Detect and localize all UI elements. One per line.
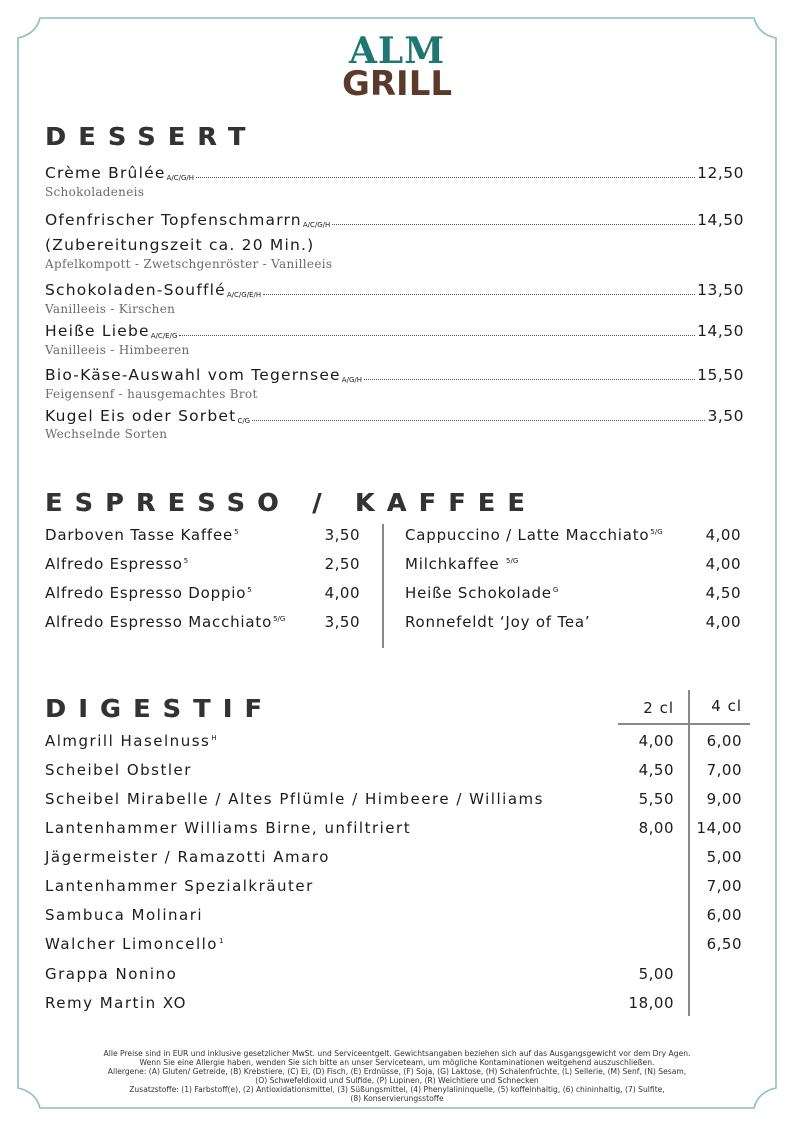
item-name: Darboven Tasse Kaffee <box>45 526 234 544</box>
dessert-item-topfenschmarrn <box>45 211 744 229</box>
dessert-item-kaese-auswahl <box>45 366 744 384</box>
allergen-codes: A/G/H <box>341 376 362 384</box>
additive-codes: 5/G <box>273 615 286 623</box>
additive-codes: 5/G <box>506 557 519 565</box>
price-4cl: 7,00 <box>706 877 742 895</box>
price-4cl: 6,00 <box>706 906 742 924</box>
digestif-item <box>45 906 203 924</box>
section-title-digestif: DIGESTIF <box>45 694 275 723</box>
allergen-codes: A/C/G/H <box>166 174 195 182</box>
dessert-item-heisse-liebe <box>45 322 744 340</box>
item-name: Ronnefeldt ‘Joy of Tea’ <box>405 613 591 631</box>
item-name: Heiße Liebe <box>45 322 150 340</box>
item-price: 4,00 <box>705 555 741 573</box>
footer-line: Allergene: (A) Gluten/ Getreide, (B) Krebstiere, (C) Ei, (D) Fisch, (E) Erdnüsse, (F) Soja, (G) Laktose, (H) Schalenfrüchte, (L) Sellerie, (M) Senf, (N) Sesam, <box>107 1067 687 1076</box>
additive-codes: G <box>552 586 559 594</box>
dessert-item-souffle <box>45 281 744 299</box>
allergen-codes: A/C/E/G <box>150 332 178 340</box>
item-price: 3,50 <box>324 526 360 544</box>
section-title-coffee: ESPRESSO / KAFFEE <box>45 488 537 517</box>
header-rule <box>618 723 750 725</box>
column-divider <box>382 524 384 648</box>
item-price: 15,50 <box>697 366 744 384</box>
footer-line: (8) Konservierungsstoffe <box>350 1094 444 1103</box>
price-4cl: 9,00 <box>706 790 742 808</box>
coffee-item-right <box>405 526 663 544</box>
dot-leader <box>179 335 695 336</box>
item-price: 4,00 <box>324 584 360 602</box>
item-price: 4,00 <box>705 526 741 544</box>
item-description: Wechselnde Sorten <box>45 427 168 441</box>
price-4cl: 6,50 <box>706 935 742 953</box>
item-note: (Zubereitungszeit ca. 20 Min.) <box>45 236 315 254</box>
item-name: Alfredo Espresso Macchiato <box>45 613 273 631</box>
item-description: Schokoladeneis <box>45 185 145 199</box>
section-title-dessert: DESSERT <box>45 122 258 151</box>
item-price: 13,50 <box>697 281 744 299</box>
footer-line: Wenn Sie eine Allergie haben, wenden Sie sich bitte an unser Serviceteam, um mögliche Kontaminationen weitgehend auszuschließen. <box>139 1058 655 1067</box>
item-description: Vanilleeis - Kirschen <box>45 302 176 316</box>
item-price: 12,50 <box>697 164 744 182</box>
item-name: Almgrill Haselnuss <box>45 732 211 750</box>
digestif-item <box>45 994 187 1012</box>
allergen-codes: A/C/G/H <box>302 221 331 229</box>
item-name: Sambuca Molinari <box>45 906 204 924</box>
dot-leader <box>332 224 695 225</box>
additive-codes: 5/G <box>650 528 663 536</box>
footer-line: Alle Preise sind in EUR und inklusive gesetzlicher MwSt. und Serviceentgelt. Gewichtsangaben beziehen sich auf das Ausgangsgewicht vor dem Dry Agen. <box>103 1049 691 1058</box>
item-name: Alfredo Espresso Doppio <box>45 584 247 602</box>
brand-logo-grill: GRILL <box>341 64 453 104</box>
item-name: Lantenhammer Spezialkräuter <box>45 877 314 895</box>
item-name: Grappa Nonino <box>45 965 178 983</box>
price-4cl: 6,00 <box>706 732 742 750</box>
digestif-item <box>45 732 217 750</box>
item-price: 2,50 <box>324 555 360 573</box>
price-2cl: 4,00 <box>638 732 674 750</box>
digestif-item <box>45 965 177 983</box>
price-2cl: 5,00 <box>638 965 674 983</box>
item-description: Apfelkompott - Zwetschgenröster - Vanilleeis <box>45 257 333 271</box>
allergen-codes: H <box>211 734 217 742</box>
dessert-item-kugel-eis <box>45 407 744 425</box>
allergen-codes: A/C/G/E/H <box>226 291 262 299</box>
coffee-item-right <box>405 584 558 602</box>
price-4cl: 7,00 <box>706 761 742 779</box>
coffee-item-left <box>45 613 285 631</box>
item-name: Alfredo Espresso <box>45 555 183 573</box>
item-name: Milchkaffee <box>405 555 506 573</box>
price-4cl: 14,00 <box>696 819 742 837</box>
item-name: Cappuccino / Latte Macchiato <box>405 526 650 544</box>
item-price: 4,00 <box>705 613 741 631</box>
digestif-item <box>45 877 314 895</box>
footer-line: Zusatzstoffe: (1) Farbstoff(e), (2) Antioxidationsmittel, (3) Süßungsmittel, (4) Phenylalininquelle, (5) koffeinhaltig, (6) chininhaltig, (7) Sulfite, <box>129 1085 665 1094</box>
price-2cl: 8,00 <box>638 819 674 837</box>
coffee-item-left <box>45 584 252 602</box>
column-header-2cl: 2 cl <box>643 699 674 717</box>
price-2cl: 5,50 <box>638 790 674 808</box>
item-price: 3,50 <box>707 407 744 425</box>
dot-leader <box>252 420 705 421</box>
dot-leader <box>364 379 695 380</box>
digestif-item <box>45 761 192 779</box>
item-price: 14,50 <box>697 322 744 340</box>
additive-codes: 5 <box>234 528 239 536</box>
additive-codes: 1 <box>218 937 224 945</box>
price-2cl: 18,00 <box>628 994 674 1012</box>
digestif-item <box>45 848 330 866</box>
coffee-item-left <box>45 555 188 573</box>
additive-codes: 5 <box>183 557 189 565</box>
item-name: Ofenfrischer Topfenschmarrn <box>45 211 302 229</box>
price-4cl: 5,00 <box>706 848 742 866</box>
item-name: Remy Martin XO <box>45 994 187 1012</box>
dessert-item-creme-brulee <box>45 164 744 182</box>
item-price: 14,50 <box>697 211 744 229</box>
item-name: Kugel Eis oder Sorbet <box>45 407 237 425</box>
price-2cl: 4,50 <box>638 761 674 779</box>
column-header-4cl: 4 cl <box>711 697 742 715</box>
item-name: Scheibel Obstler <box>45 761 192 779</box>
footer-line: (O) Schwefeldioxid und Sulfide, (P) Lupinen, (R) Weichtiere und Schnecken <box>255 1076 539 1085</box>
item-name: Schokoladen-Soufflé <box>45 281 226 299</box>
brand-logo-alm: ALM <box>348 30 446 72</box>
digestif-item <box>45 790 544 808</box>
item-description: Feigensenf - hausgemachtes Brot <box>45 387 258 401</box>
item-name: Scheibel Mirabelle / Altes Pflümle / Himbeere / Williams <box>45 790 544 808</box>
item-name: Bio-Käse-Auswahl vom Tegernsee <box>45 366 341 384</box>
dot-leader <box>196 177 695 178</box>
coffee-item-right <box>405 555 518 573</box>
digestif-item <box>45 819 411 837</box>
footer-notes <box>0 1049 794 1103</box>
additive-codes: 5 <box>247 586 252 594</box>
coffee-item-left <box>45 526 239 544</box>
item-description: Vanilleeis - Himbeeren <box>45 343 190 357</box>
item-price: 4,50 <box>705 584 741 602</box>
digestif-item <box>45 935 223 953</box>
item-name: Heiße Schokolade <box>405 584 552 602</box>
item-name: Lantenhammer Williams Birne, unfiltriert <box>45 819 412 837</box>
item-name: Crème Brûlée <box>45 164 166 182</box>
item-price: 3,50 <box>324 613 360 631</box>
dot-leader <box>263 294 695 295</box>
item-name: Walcher Limoncello <box>45 935 218 953</box>
coffee-item-right <box>405 613 591 631</box>
allergen-codes: C/G <box>237 417 251 425</box>
item-name: Jägermeister / Ramazotti Amaro <box>45 848 330 866</box>
